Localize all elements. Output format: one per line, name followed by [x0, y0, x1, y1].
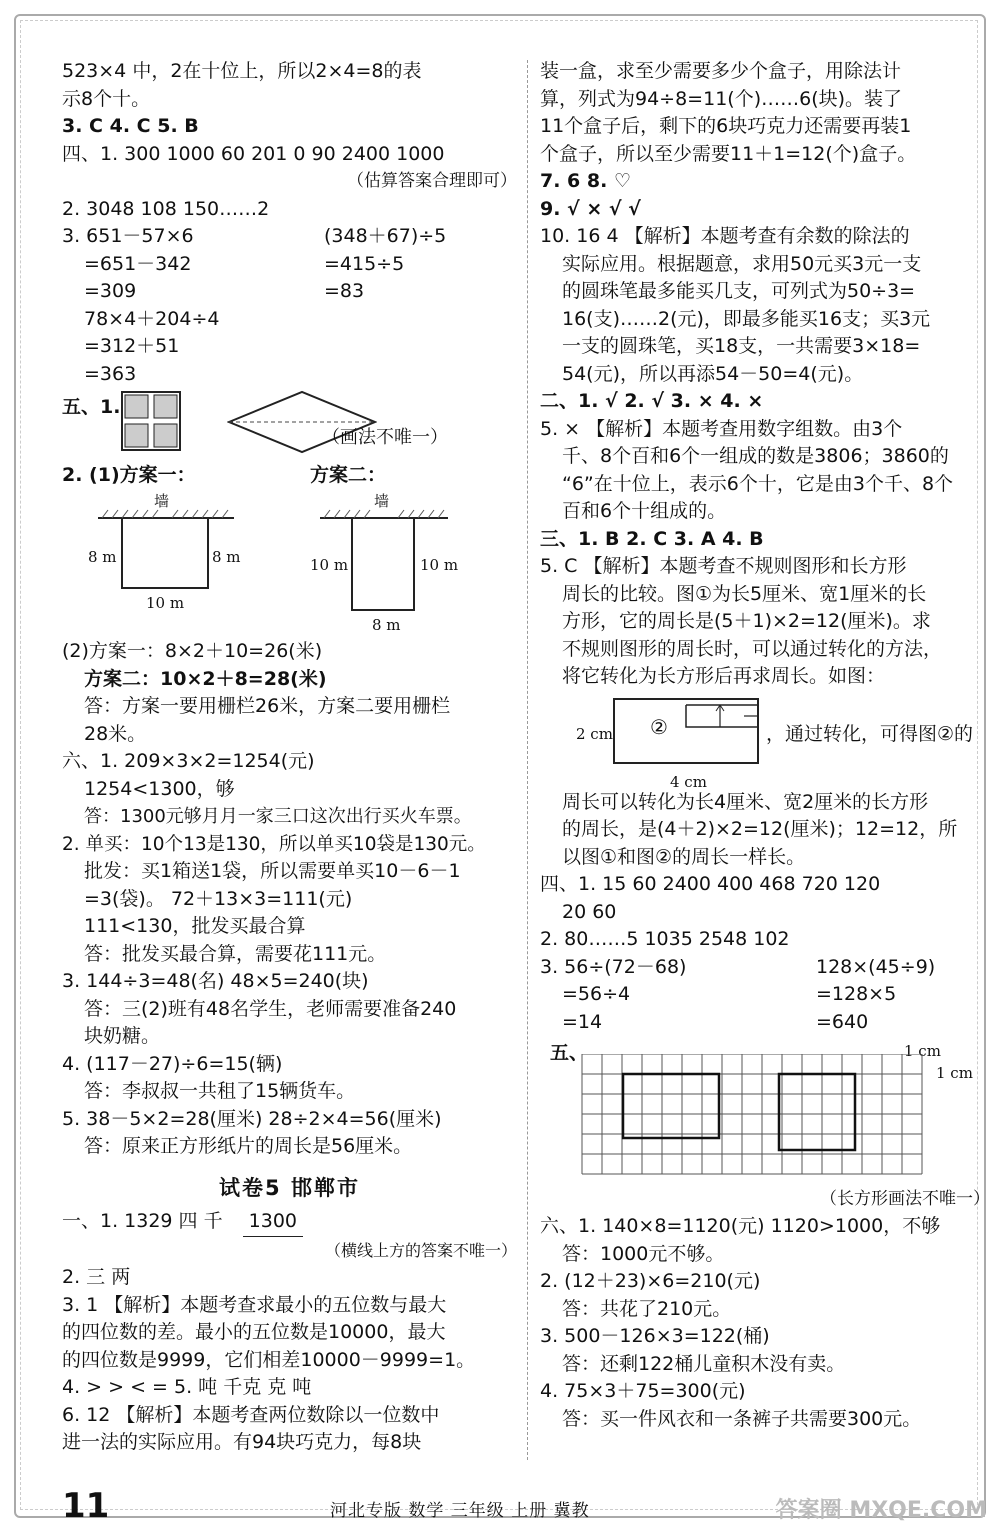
wall-label: 墙 — [154, 492, 170, 510]
text-line: 六、1. 209×3×2=1254(元) — [62, 750, 315, 772]
text-line: 3. C 4. C 5. B — [62, 115, 199, 137]
text-line: 的四位数的差。最小的五位数是10000，最大 — [62, 1321, 446, 1343]
text-line: 答：还剩122桶儿童积木没有卖。 — [562, 1352, 846, 1375]
text-line: 4. (117－27)÷6=15(辆) — [62, 1052, 283, 1075]
text-line: 答：批发买最合算，需要花111元。 — [84, 942, 387, 965]
answer-text: 一、1. 1329 四 千 — [62, 1210, 223, 1232]
text-line: 111<130，批发买最合算 — [84, 915, 306, 937]
text-line: 3. 1 【解析】本题考查求最小的五位数与最大 — [62, 1293, 447, 1316]
text-line: 的圆珠笔最多能买几支，可列式为50÷3= — [562, 280, 916, 302]
text-line: 一支的圆珠笔，买18支，一共需要3×18= — [562, 335, 921, 357]
text-line: 二、1. √ 2. √ 3. × 4. × — [540, 390, 764, 412]
calc-line: 3. 56÷(72－68) — [540, 955, 687, 978]
text-line: 四、1. 300 1000 60 201 0 90 2400 1000 — [62, 142, 445, 165]
text-line: 6. 12 【解析】本题考查两位数除以一位数中 — [62, 1403, 440, 1426]
plan-title: 方案二： — [310, 464, 387, 486]
calc-block — [540, 954, 990, 1038]
section-label: 五、1. — [62, 396, 121, 418]
text-line: 4. 75×3＋75=300(元) — [540, 1380, 746, 1402]
text-line: 答：三(2)班有48名学生，老师需要准备240 — [84, 997, 457, 1020]
perimeter-figure — [612, 697, 762, 767]
text-line: 答：1000元不够。 — [562, 1242, 725, 1265]
calc-line: =309 — [84, 280, 137, 302]
text-line: 千、8个百和6个一组成的数是3806；3860的 — [562, 445, 949, 467]
text-line: 三、1. B 2. C 3. A 4. B — [540, 527, 764, 550]
calc-line: =128×5 — [816, 983, 897, 1005]
text-line: 的四位数是9999，它们相差10000－9999=1。 — [62, 1348, 476, 1371]
text-line: 3. 500－126×3=122(桶) — [540, 1325, 770, 1347]
dimension-label: 8 m — [372, 616, 401, 634]
footer-info: 河北专版 数学 三年级 上册 冀教 — [330, 1501, 590, 1521]
calc-left — [540, 954, 686, 1037]
calc-line: 78×4＋204÷4 — [84, 307, 220, 330]
calc-line: =312＋51 — [84, 335, 180, 357]
text-line: 20 60 — [562, 900, 617, 923]
text-line: 的周长，是(4＋2)×2=12(厘米)；12=12，所 — [562, 818, 958, 840]
text-line: 批发：买1箱送1袋，所以需要单买10－6－1 — [84, 860, 461, 882]
text-line: 答：1300元够月月一家三口这次出行买火车票。 — [84, 806, 472, 827]
right-column — [540, 58, 990, 1433]
grid-figure — [580, 1054, 940, 1182]
text-line: =3(袋)。 72＋13×3=111(元) — [84, 887, 353, 910]
calc-line: =56÷4 — [562, 983, 631, 1005]
text-line: 5. × 【解析】本题考查用数字组数。由3个 — [540, 417, 903, 440]
note: （画法不唯一） — [322, 427, 448, 448]
text-line: 16(支)……2(元)，即最多能买16支；买3元 — [562, 307, 931, 330]
text-line: 2. 3048 108 150……2 — [62, 197, 270, 220]
text-line: 5. C 【解析】本题考查不规则图形和长方形 — [540, 555, 907, 577]
square-cut-figure — [120, 390, 182, 452]
calc-line: =363 — [84, 362, 137, 385]
unit-label: 1 cm — [904, 1041, 941, 1060]
text-line: 11个盒子后，剩下的6块巧克力还需要再装1 — [540, 115, 912, 137]
calc-right — [324, 223, 446, 306]
note: （估算答案合理即可） — [347, 171, 517, 191]
blank-answer: 1300 — [243, 1208, 303, 1237]
calc-line: 3. 651－57×6 — [62, 225, 194, 247]
wall-label: 墙 — [374, 492, 390, 510]
text-line: 2. (12＋23)×6=210(元) — [540, 1270, 761, 1292]
dimension-label: 10 m — [310, 556, 349, 574]
text-line: 周长可以转化为长4厘米、宽2厘米的长方形 — [562, 790, 929, 813]
dimension-label: 10 m — [420, 556, 459, 574]
unit-label: 1 cm — [936, 1063, 973, 1082]
text-line: 2. 80……5 1035 2548 102 — [540, 928, 790, 950]
column-divider — [527, 60, 529, 1460]
calc-line: =14 — [562, 1010, 603, 1033]
text-line: 4. > > < = 5. 吨 千克 克 吨 — [62, 1376, 312, 1398]
dimension-label: 10 m — [146, 594, 185, 612]
section-five-figures — [62, 388, 517, 462]
text-line: 答：买一件风衣和一条裤子共需要300元。 — [562, 1407, 922, 1430]
text-line: 答：方案一要用栅栏26米，方案二要用栅栏 — [84, 695, 451, 717]
text-line: 2. 单买：10个13是130，所以单买10袋是130元。 — [62, 833, 486, 855]
text-line: 7. 6 8. ♡ — [540, 170, 631, 192]
plan-title: 2. (1)方案一： — [62, 464, 196, 486]
dimension-label: 8 m — [88, 548, 117, 566]
dimension-label: 2 cm — [576, 724, 613, 743]
text-line: 进一法的实际应用。有94块巧克力，每8块 — [62, 1431, 422, 1453]
paper-title: 试卷5 邯郸市 — [219, 1175, 360, 1200]
text-line — [62, 1208, 517, 1237]
calc-line: =651－342 — [84, 252, 192, 275]
calc-left — [62, 223, 219, 388]
text-line: 9. √ × √ √ — [540, 197, 641, 220]
text-line: 28米。 — [84, 722, 147, 745]
watermark: 答案圈 MXQE.COM — [775, 1498, 987, 1523]
text-line: 方案二：10×2＋8=28(米) — [84, 667, 327, 690]
text-line: 2. 三 两 — [62, 1266, 131, 1288]
text-line: 54(元)，所以再添54－50=4(元)。 — [562, 362, 864, 385]
calc-line: =640 — [816, 1010, 869, 1033]
text-line: 5. 38－5×2=28(厘米) 28÷2×4=56(厘米) — [62, 1107, 442, 1130]
text-line: 块奶糖。 — [84, 1025, 161, 1047]
text-line: 个盒子，所以至少需要11＋1=12(个)盒子。 — [540, 142, 917, 165]
figure-label: ② — [650, 714, 668, 739]
calc-line: (348＋67)÷5 — [324, 225, 447, 247]
text-line: 答：李叔叔一共租了15辆货车。 — [84, 1080, 356, 1102]
text-line: 不规则图形的周长时，可以通过转化的方法， — [562, 637, 943, 660]
fence-plans — [62, 462, 517, 634]
note: （横线上方的答案不唯一） — [324, 1240, 517, 1260]
text-line: 10. 16 4 【解析】本题考查有余数的除法的 — [540, 225, 910, 247]
text-line: 方形，它的周长是(5＋1)×2=12(厘米)。求 — [562, 610, 931, 632]
calc-line: 128×(45÷9) — [816, 955, 936, 978]
text-line: 以图①和图②的周长一样长。 — [562, 845, 806, 868]
note: （长方形画法不唯一） — [820, 1188, 990, 1209]
text-line: 1254<1300，够 — [84, 777, 235, 800]
section-label: 五、 — [550, 1041, 589, 1064]
text-line: 装一盒，求至少需要多少个盒子，用除法计 — [540, 60, 902, 82]
left-column — [62, 58, 517, 1457]
text-line: “6”在十位上，表示6个十，它是由3个千、8个 — [562, 472, 954, 495]
text-line: 答：原来正方形纸片的周长是56厘米。 — [84, 1135, 413, 1157]
dimension-label: 8 m — [212, 548, 241, 566]
text-line: 周长的比较。图①为长5厘米、宽1厘米的长 — [562, 582, 927, 605]
text-line: 将它转化为长方形后再求周长。如图： — [562, 665, 886, 687]
calc-line: =83 — [324, 280, 365, 302]
perimeter-figure-row — [540, 691, 990, 789]
calc-right — [816, 954, 935, 1037]
text-line: 示8个十。 — [62, 87, 151, 110]
text-line: 六、1. 140×8=1120(元) 1120>1000，不够 — [540, 1215, 941, 1237]
calc-block — [62, 223, 517, 388]
text-line: (2)方案一：8×2＋10=26(米) — [62, 640, 323, 662]
grid-section — [540, 1038, 990, 1186]
text-line: 算，列式为94÷8=11(个)……6(块)。装了 — [540, 87, 903, 110]
text-line: 百和6个十组成的。 — [562, 500, 727, 522]
text-line: 实际应用。根据题意，求用50元买3元一支 — [562, 252, 922, 275]
text-line: 答：共花了210元。 — [562, 1297, 732, 1320]
text-line: 523×4 中，2在十位上，所以2×4=8的表 — [62, 60, 422, 82]
text-line: 四、1. 15 60 2400 400 468 720 120 — [540, 873, 881, 895]
text-line: 3. 144÷3=48(名) 48×5=240(块) — [62, 970, 369, 992]
text-line: ，通过转化，可得图②的 — [766, 722, 974, 745]
dimension-label: 4 cm — [670, 772, 707, 791]
calc-line: =415÷5 — [324, 252, 405, 275]
page-number: 11 — [62, 1486, 110, 1526]
